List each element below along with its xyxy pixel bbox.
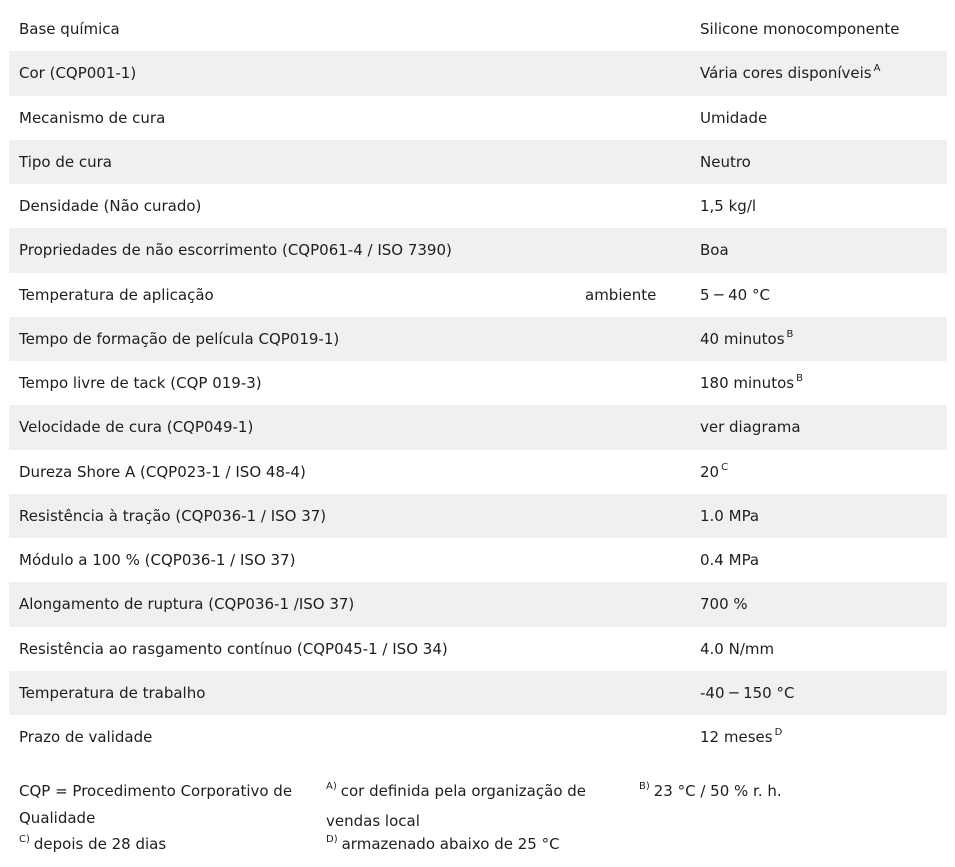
property-condition xyxy=(575,317,700,361)
property-value-cell xyxy=(700,671,947,715)
footnote-b xyxy=(639,778,889,808)
property-value-cell xyxy=(700,582,947,626)
property-name: Prazo de validade xyxy=(19,728,153,747)
table-row xyxy=(9,140,947,184)
table-row xyxy=(9,582,947,626)
property-value-cell xyxy=(700,715,947,759)
table-row xyxy=(9,450,947,494)
property-value: Boa xyxy=(700,241,729,260)
property-condition xyxy=(575,450,700,494)
table-row xyxy=(9,538,947,582)
property-value: Silicone monocomponente xyxy=(700,20,900,39)
property-value: 4.0 N/mm xyxy=(700,639,775,658)
table-row xyxy=(9,405,947,449)
property-condition xyxy=(575,184,700,228)
property-value-cell xyxy=(700,361,947,405)
property-value-cell xyxy=(700,494,947,538)
table-row xyxy=(9,51,947,95)
property-value: ver diagrama xyxy=(700,418,801,437)
property-value: 5 ─ 40 °C xyxy=(700,285,770,304)
property-name: Resistência à tração (CQP036-1 / ISO 37) xyxy=(9,494,575,538)
property-name: Módulo a 100 % (CQP036-1 / ISO 37) xyxy=(19,551,296,570)
property-value: Umidade xyxy=(700,108,768,127)
footnote-reference: B xyxy=(796,373,803,385)
footnote-a-text: cor definida pela organização de vendas local xyxy=(326,782,587,830)
property-name: Temperatura de trabalho xyxy=(9,671,575,715)
property-condition xyxy=(575,582,700,626)
footnote-a-mark: A) xyxy=(326,781,337,792)
property-condition: ambiente xyxy=(585,285,657,304)
property-value-cell xyxy=(700,7,947,51)
product-properties-table xyxy=(9,7,947,759)
property-name: Propriedades de não escorrimento (CQP061-4 / ISO 7390) xyxy=(9,228,575,272)
property-name: Temperatura de aplicação xyxy=(19,285,214,304)
property-name: Tipo de cura xyxy=(9,140,575,184)
property-value: 180 minutos xyxy=(700,374,795,393)
property-value: Neutro xyxy=(700,152,751,171)
property-value-cell xyxy=(700,184,947,228)
property-condition xyxy=(575,96,700,140)
property-name: Dureza Shore A (CQP023-1 / ISO 48-4) xyxy=(19,462,306,481)
table-row xyxy=(9,96,947,140)
property-name: Mecanismo de cura xyxy=(19,108,166,127)
property-name: Tempo livre de tack (CQP 019-3) xyxy=(19,374,262,393)
table-row xyxy=(9,715,947,759)
table-row xyxy=(9,7,947,51)
property-value: 20 xyxy=(700,462,720,481)
footnote-reference: B xyxy=(786,328,794,340)
table-row xyxy=(9,273,947,317)
footnote-c-mark: C) xyxy=(19,834,30,845)
property-value-cell xyxy=(700,96,947,140)
footnote-cqp xyxy=(19,778,294,831)
property-condition xyxy=(575,51,700,95)
property-name: Resistência ao rasgamento contínuo (CQP045-1 / ISO 34) xyxy=(19,639,448,658)
property-condition xyxy=(575,671,700,715)
property-value-cell xyxy=(700,228,947,272)
property-name: Velocidade de cura (CQP049-1) xyxy=(9,405,575,449)
table-row xyxy=(9,671,947,715)
property-value-cell xyxy=(700,450,947,494)
footnote-reference: D xyxy=(774,727,783,739)
property-condition xyxy=(575,627,700,671)
property-condition xyxy=(575,228,700,272)
table-row xyxy=(9,184,947,228)
table-row xyxy=(9,228,947,272)
footnote-c-text: depois de 28 dias xyxy=(33,835,167,853)
property-condition xyxy=(575,7,700,51)
property-condition xyxy=(575,140,700,184)
property-value-cell xyxy=(700,627,947,671)
property-value-cell xyxy=(700,140,947,184)
property-name: Base química xyxy=(19,20,120,39)
property-condition xyxy=(575,538,700,582)
property-value-cell xyxy=(700,51,947,95)
property-value: Vária cores disponíveis xyxy=(700,64,872,83)
property-value-cell xyxy=(700,317,947,361)
property-value: 700 % xyxy=(700,595,748,614)
property-name: Tempo de formação de película CQP019-1) xyxy=(9,317,575,361)
property-value: 12 meses xyxy=(700,728,773,747)
property-condition xyxy=(575,715,700,759)
property-value: 1,5 kg/l xyxy=(700,197,757,216)
property-name: Alongamento de ruptura (CQP036-1 /ISO 37) xyxy=(9,582,575,626)
footnote-c xyxy=(19,831,309,861)
property-value: 1.0 MPa xyxy=(700,506,760,525)
footnote-reference: A xyxy=(873,63,881,75)
footnote-reference: C xyxy=(721,461,729,473)
property-name: Densidade (Não curado) xyxy=(19,197,202,216)
property-value: 0.4 MPa xyxy=(700,551,760,570)
footnote-d-mark: D) xyxy=(326,834,338,845)
property-value: -40 ─ 150 °C xyxy=(700,683,795,702)
property-value-cell xyxy=(700,405,947,449)
property-name: Cor (CQP001-1) xyxy=(9,51,575,95)
footnote-a xyxy=(326,778,591,834)
property-condition xyxy=(575,405,700,449)
property-value-cell xyxy=(700,273,947,317)
footnote-d xyxy=(326,831,591,861)
footnote-b-mark: B) xyxy=(639,781,650,792)
footnote-cqp-text: CQP = Procedimento Corporativo de Qualidade xyxy=(19,782,293,827)
property-value: 40 minutos xyxy=(700,329,785,348)
table-row xyxy=(9,494,947,538)
table-row xyxy=(9,627,947,671)
table-row xyxy=(9,317,947,361)
footnote-b-text: 23 °C / 50 % r. h. xyxy=(653,782,782,800)
property-condition xyxy=(575,494,700,538)
property-condition xyxy=(575,361,700,405)
footnote-d-text: armazenado abaixo de 25 °C xyxy=(341,835,560,853)
property-value-cell xyxy=(700,538,947,582)
table-row xyxy=(9,361,947,405)
